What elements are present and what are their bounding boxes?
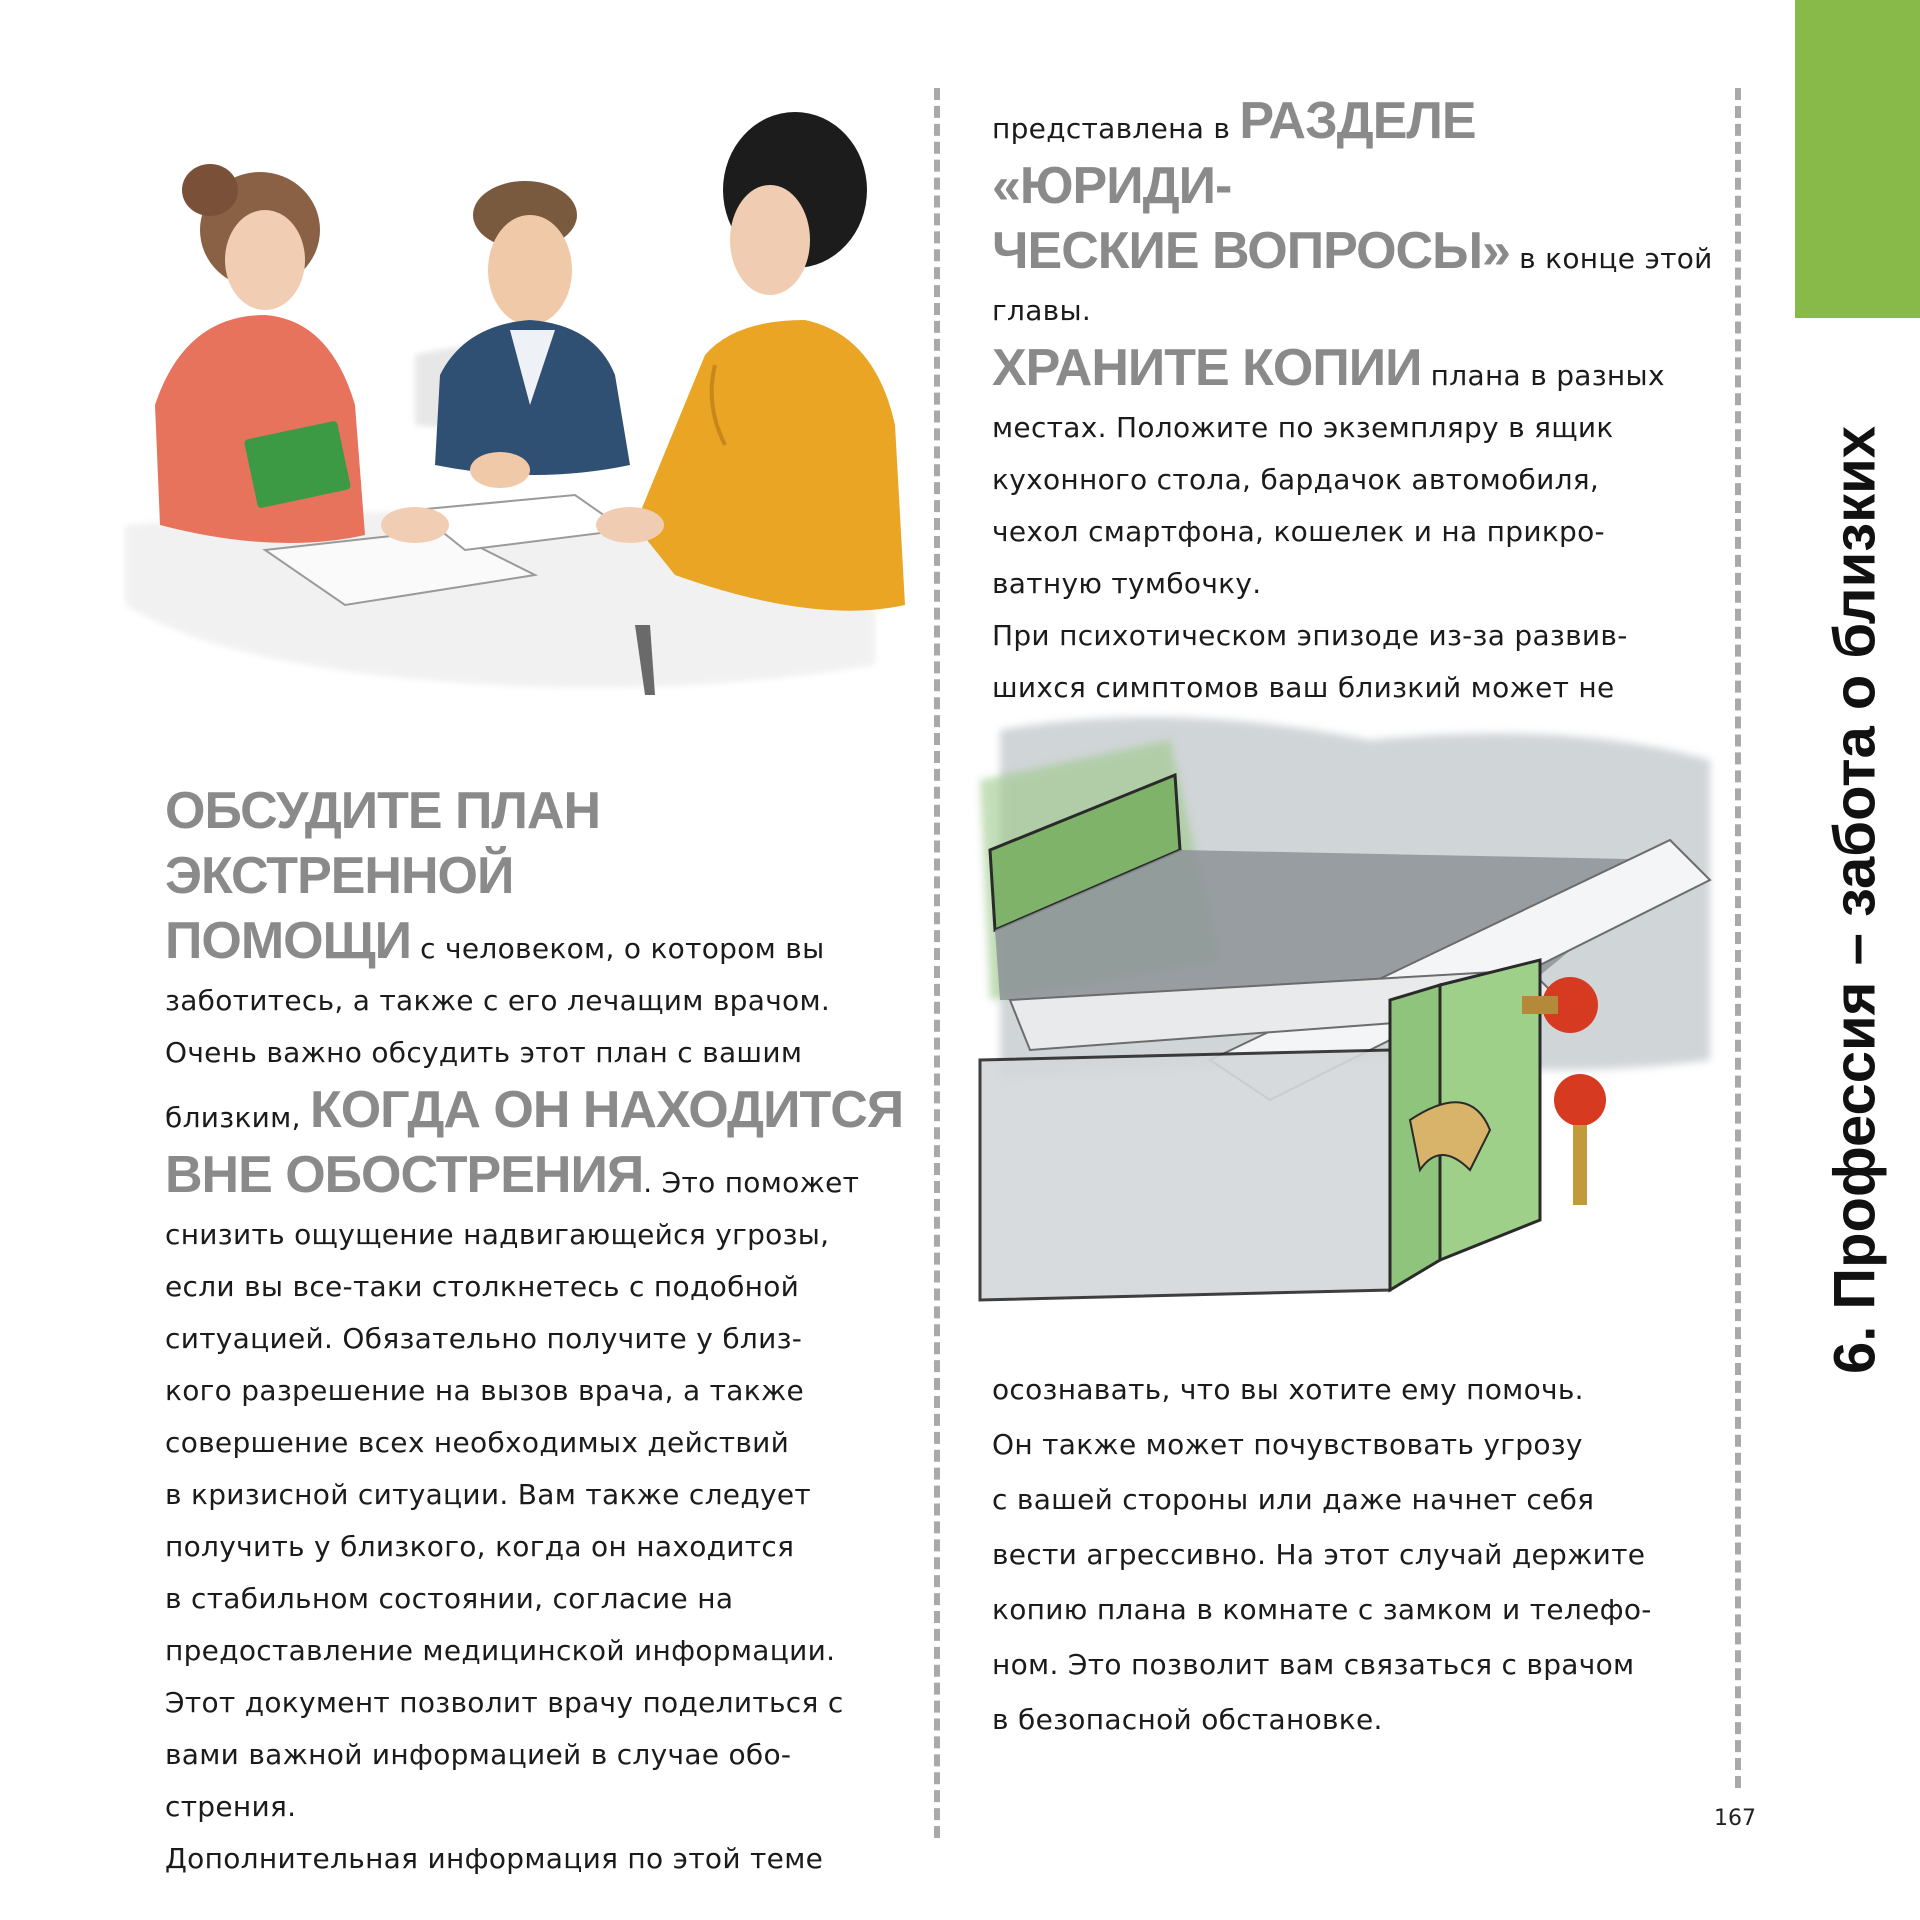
discussion-illustration [115, 105, 925, 705]
highlight-line-3 [992, 337, 1722, 402]
body-line: чехол смартфона, кошелек и на прикро- [992, 515, 1605, 548]
heading-highlight-2: ПОМОЩИ [165, 912, 411, 970]
chapter-tab [1795, 0, 1920, 318]
body-line: в безопасной обстановке. [992, 1703, 1383, 1736]
right-column-text-bottom [992, 1362, 1722, 1747]
body-line: получить у близкого, когда он находится [165, 1530, 795, 1563]
heading-line-1 [165, 780, 905, 910]
body-line: ватную тумбочку. [992, 567, 1262, 600]
drawer-illustration [970, 700, 1720, 1340]
highlight-line-2 [992, 220, 1722, 285]
body-line: стрения. [165, 1790, 297, 1823]
highlight-text-2: ВНЕ ОБОСТРЕНИЯ [165, 1146, 644, 1204]
body-text: представлена в [992, 112, 1240, 145]
highlight-text-1: КОГДА ОН НАХОДИТСЯ [309, 1081, 904, 1139]
highlight-line-2 [165, 1144, 905, 1209]
body-line: ситуацией. Обязательно получите у близ- [165, 1322, 803, 1355]
body-line: Этот документ позволит врачу поделиться с [165, 1686, 844, 1719]
body-text: плана в разных [1421, 359, 1665, 392]
body-line: с вашей стороны или даже начнет себя [992, 1483, 1595, 1516]
body-line: вами важной информацией в случае обо- [165, 1738, 792, 1771]
highlight-line-1 [992, 90, 1722, 220]
highlight-line-1 [165, 1079, 905, 1144]
body-line: снизить ощущение надвигающейся угрозы, [165, 1218, 830, 1251]
body-line: шихся симптомов ваш близкий может не [992, 671, 1615, 704]
body-line: Дополнительная информация по этой теме [165, 1842, 824, 1875]
body-line: кухонного стола, бардачок автомобиля, [992, 463, 1600, 496]
body-line: Очень важно обсудить этот план с вашим [165, 1036, 803, 1069]
page-number: 167 [1714, 1806, 1756, 1831]
body-line: кого разрешение на вызов врача, а также [165, 1374, 805, 1407]
column-divider-right [1735, 88, 1741, 1788]
body-line: заботитесь, а также с его лечащим врачом. [165, 984, 831, 1017]
heading-line-2 [165, 910, 905, 975]
body-text: с человеком, о котором вы [410, 932, 825, 965]
body-text: близким, [165, 1101, 310, 1134]
body-line: При психотическом эпизоде из-за развив- [992, 619, 1628, 652]
body-text: в конце этой [1509, 242, 1713, 275]
highlight-text-2: ЧЕСКИЕ ВОПРОСЫ» [992, 222, 1510, 280]
right-column-text-top [992, 90, 1722, 714]
body-line: Он также может почувствовать угрозу [992, 1428, 1583, 1461]
body-line: в стабильном состоянии, согласие на [165, 1582, 734, 1615]
body-line: копию плана в комнате с замком и телефо- [992, 1593, 1652, 1626]
heading-highlight-1: ОБСУДИТЕ ПЛАН ЭКСТРЕННОЙ [165, 782, 600, 905]
highlight-text-3: ХРАНИТЕ КОПИИ [992, 339, 1422, 397]
body-line: главы. [992, 294, 1092, 327]
body-line: совершение всех необходимых действий [165, 1426, 790, 1459]
left-column-text [165, 780, 905, 1885]
body-line: ном. Это позволит вам связаться с врачом [992, 1648, 1635, 1681]
body-line: осознавать, что вы хотите ему помочь. [992, 1373, 1584, 1406]
highlight-text-1: РАЗДЕЛЕ «ЮРИДИ- [992, 92, 1476, 215]
body-line: если вы все-таки столкнетесь с подобной [165, 1270, 800, 1303]
body-line: вести агрессивно. На этот случай держите [992, 1538, 1646, 1571]
column-divider-center [934, 88, 940, 1838]
body-line: местах. Положите по экземпляру в ящик [992, 411, 1614, 444]
body-text: . Это поможет [643, 1166, 860, 1199]
chapter-title: 6. Профессия – забота о близких [1822, 425, 1888, 1375]
body-line: предоставление медицинской информации. [165, 1634, 836, 1667]
body-line: в кризисной ситуации. Вам также следует [165, 1478, 811, 1511]
